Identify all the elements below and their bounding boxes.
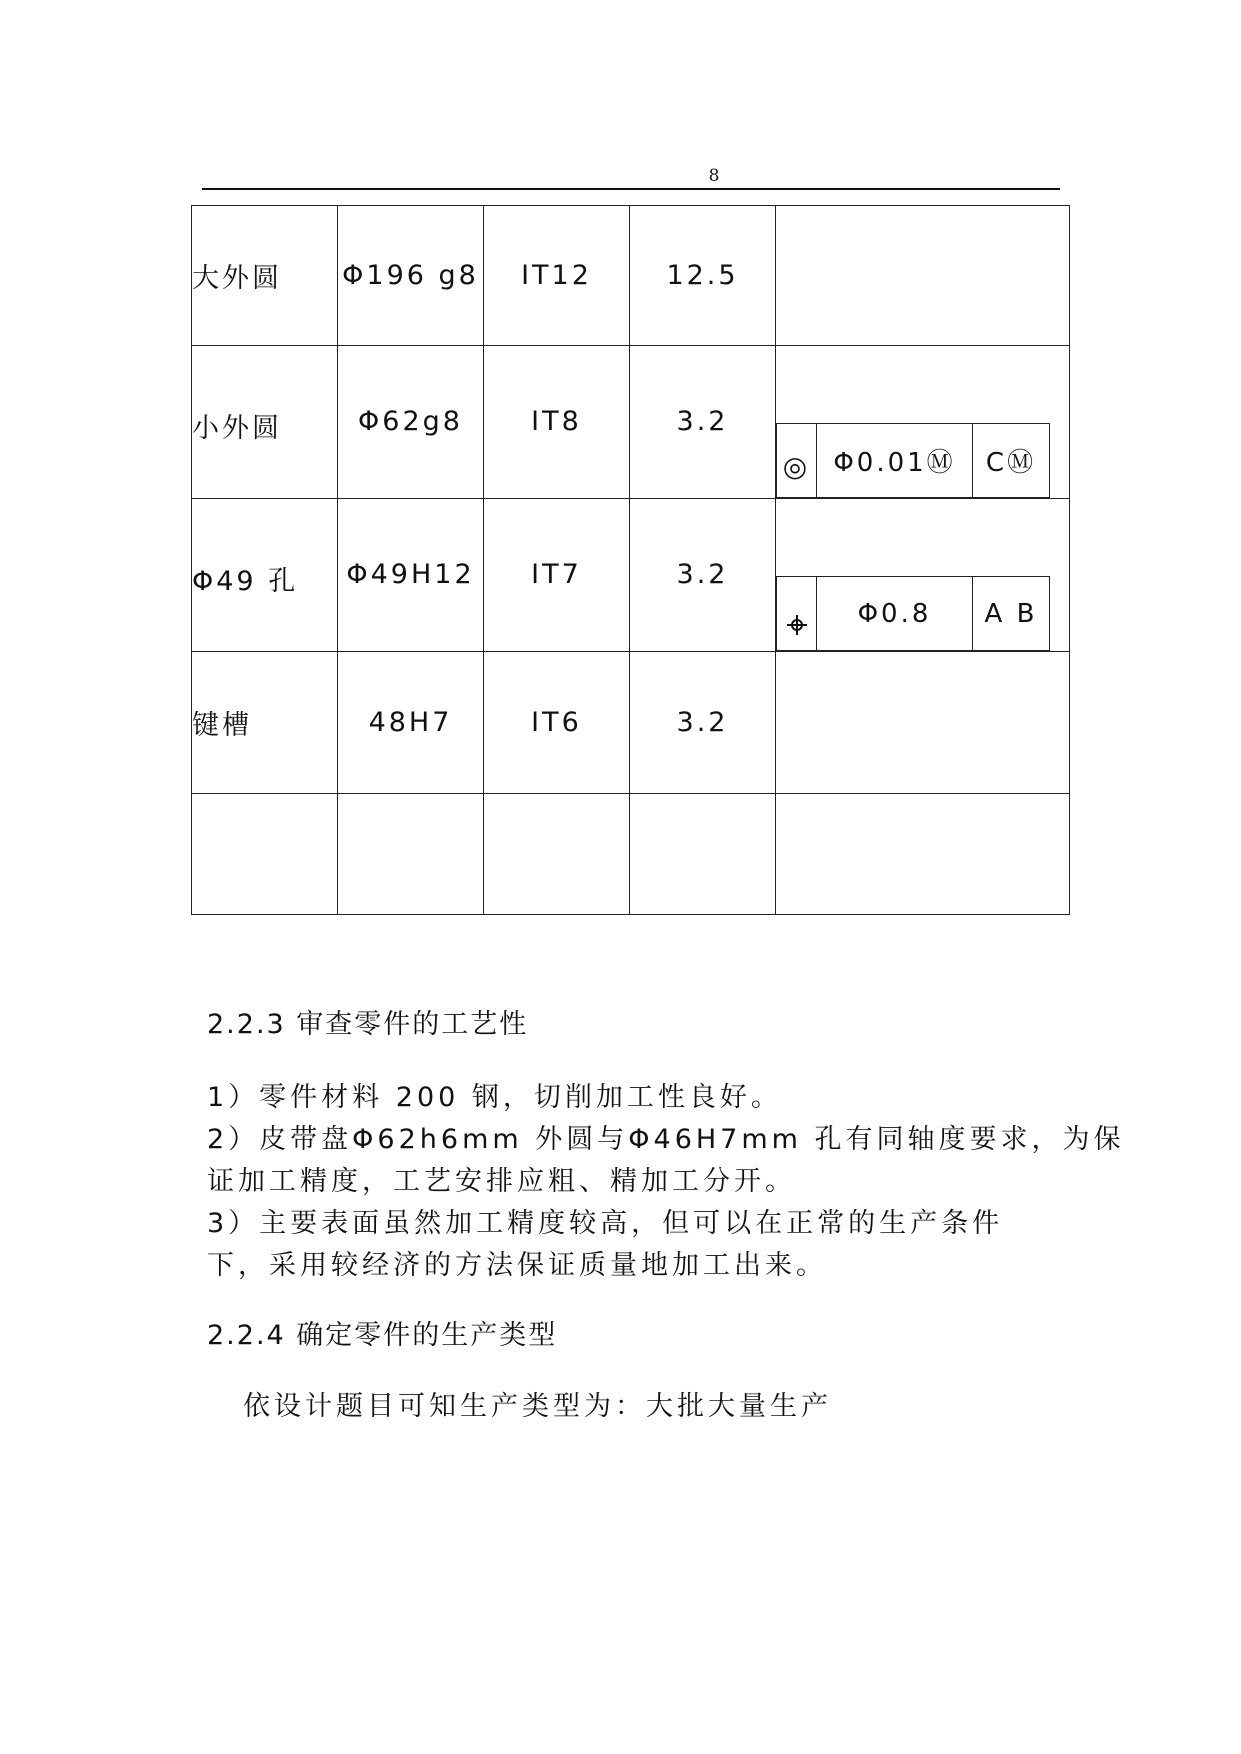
roughness-cell: [630, 794, 776, 915]
roughness-cell: 3.2: [630, 652, 776, 794]
roughness-cell: 12.5: [630, 206, 776, 346]
geometric-tolerance-cell: [776, 794, 1070, 915]
table-row: [192, 499, 1070, 652]
geometric-tolerance-cell: [776, 499, 1070, 652]
size-cell: Φ62g8: [338, 346, 484, 499]
size-cell: Φ196 g8: [338, 206, 484, 346]
paragraph-line: 3）主要表面虽然加工精度较高，但可以在正常的生产条件: [207, 1208, 1004, 1239]
size-cell: [338, 794, 484, 915]
header-rule: [202, 188, 1060, 190]
concentricity-icon: ◎: [777, 424, 817, 497]
section-heading-2-2-4: 2.2.4 确定零件的生产类型: [207, 1320, 558, 1351]
geometric-tolerance-cell: [776, 652, 1070, 794]
size-cell: 48H7: [338, 652, 484, 794]
tolerance-value: Φ0.8: [817, 577, 973, 650]
paragraph-line: 1）零件材料 200 钢，切削加工性良好。: [207, 1082, 782, 1113]
datum-reference: A B: [984, 598, 1038, 629]
roughness-cell: 3.2: [630, 499, 776, 652]
paragraph-line: 依设计题目可知生产类型为：大批大量生产: [243, 1391, 832, 1422]
feature-cell: [192, 794, 338, 915]
table-row: [192, 652, 1070, 794]
grade-cell: IT7: [484, 499, 630, 652]
paragraph-line: 证加工精度，工艺安排应粗、精加工分开。: [207, 1166, 796, 1197]
table-row: [192, 206, 1070, 346]
grade-cell: IT8: [484, 346, 630, 499]
feature-cell: 大外圆: [192, 206, 338, 346]
position-icon: [777, 577, 817, 650]
datum-reference: CⓂ: [985, 448, 1037, 478]
feature-control-frame: [776, 576, 1050, 651]
paragraph-line: 2）皮带盘Φ62h6mm 外圆与Φ46H7mm 孔有同轴度要求，为保: [207, 1124, 1125, 1155]
table-row: [192, 346, 1070, 499]
grade-cell: IT12: [484, 206, 630, 346]
size-cell: Φ49H12: [338, 499, 484, 652]
feature-cell: 键槽: [192, 652, 338, 794]
paragraph-line: 下，采用较经济的方法保证质量地加工出来。: [207, 1250, 827, 1281]
roughness-cell: 3.2: [630, 346, 776, 499]
geometric-tolerance-cell: [776, 206, 1070, 346]
feature-cell: 小外圆: [192, 346, 338, 499]
tolerance-table: [191, 205, 1070, 915]
section-heading-2-2-3: 2.2.3 审查零件的工艺性: [207, 1009, 529, 1040]
grade-cell: [484, 794, 630, 915]
geometric-tolerance-cell: [776, 346, 1070, 499]
tolerance-value: Φ0.01Ⓜ: [817, 424, 973, 497]
feature-cell: Φ49 孔: [192, 499, 338, 652]
table-row: [192, 794, 1070, 915]
page-number: 8: [708, 166, 720, 186]
feature-control-frame: [776, 423, 1050, 498]
grade-cell: IT6: [484, 652, 630, 794]
